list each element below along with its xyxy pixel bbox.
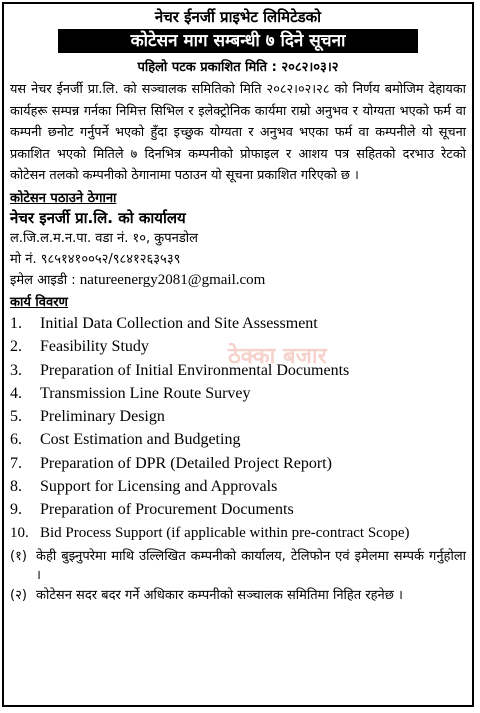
company-name: नेचर ईनर्जी प्राइभेट लिमिटेडको (154, 8, 322, 26)
notice-title-banner: कोटेसन माग सम्बन्धी ७ दिने सूचना (58, 29, 418, 53)
address-heading: कोटेसन पठाउने ठेगाना (10, 190, 117, 206)
email-line (10, 270, 466, 291)
item-number: 7. (10, 454, 22, 472)
item-text: Preliminary Design (40, 408, 165, 426)
office-name: नेचर इनर्जी प्रा.लि. को कार्यालय (10, 208, 186, 227)
list-item (10, 382, 466, 405)
watermark: ठेक्का बजार (228, 344, 327, 369)
item-text: Preparation of Procurement Documents (40, 501, 294, 519)
notice-panel (2, 2, 474, 707)
list-item (10, 428, 466, 451)
list-item (10, 335, 466, 358)
list-item (10, 522, 466, 545)
item-number: 9. (10, 501, 22, 519)
item-text: Cost Estimation and Budgeting (40, 431, 241, 449)
item-number: 8. (10, 478, 22, 496)
item-number: 10. (10, 524, 29, 541)
note-text: कोटेसन सदर बदर गर्ने अधिकार कम्पनीको सञ्चालक समितिमा निहित रहनेछ । (36, 587, 403, 603)
list-item (10, 498, 466, 521)
note-item (10, 586, 466, 606)
item-number: 4. (10, 384, 22, 402)
note-text: केही बुझ्नुपरेमा माथि उल्लिखित कम्पनीको कार्यालय, टेलिफोन एवं इमेलमा सम्पर्क गर्नुहोला । (36, 548, 466, 584)
list-item (10, 359, 466, 382)
phone-numbers: मो नं. ९८५१४१००५२/९८४१२६३५३९ (10, 251, 181, 267)
list-item (10, 405, 466, 428)
item-text: Bid Process Support (if applicable within pre-contract Scope) (40, 524, 410, 541)
list-item (10, 452, 466, 475)
item-text: Preparation of Initial Environmental Documents (40, 361, 350, 379)
work-heading: कार्य विवरण (10, 294, 68, 310)
item-text: Feasibility Study (40, 338, 149, 356)
item-number: 3. (10, 361, 22, 379)
publish-date: पहिलो पटक प्रकाशित मिति : २०८२।०३।२ (137, 60, 339, 75)
work-list (10, 312, 466, 545)
item-text: Transmission Line Route Survey (40, 384, 251, 402)
email-address: natureenergy2081@gmail.com (79, 271, 266, 288)
item-number: 6. (10, 431, 22, 449)
notes-list (10, 547, 466, 606)
item-text: Support for Licensing and Approvals (40, 478, 278, 496)
email-label: इमेल आइडी : (10, 272, 76, 288)
note-number: (२) (10, 587, 27, 603)
list-item (10, 475, 466, 498)
note-number: (१) (10, 548, 27, 564)
item-number: 1. (10, 314, 22, 332)
item-text: Initial Data Collection and Site Assessment (40, 314, 318, 332)
item-number: 2. (10, 338, 22, 356)
note-item (10, 547, 466, 586)
intro-paragraph: यस नेचर ईनर्जी प्रा.लि. को सञ्चालक समितिको मिति २०८२।०२।२८ को निर्णय बमोजिम देहायका कार्यहरू सम्पन्न गर्नका निमित्त सिभिल र इलेक्ट्रोनिक कार्यमा राम्रो अनुभव र योग्यता भएको फर्म वा कम्पनी छनोट गर्नुपर्ने भएको हुँदा इच्छुक योग्यता र अनुभव भएका फर्म वा कम्पनीले यो सूचना प्रकाशित भएको मितिले ७ दिनभित्र कम्पनीको प्रोफाइल र आशय पत्र सहितको दरभाउ रेटको कोटेसन तलको कम्पनीको ठेगानामा पठाउन यो सूचना प्रकाशित गरिएको छ । (10, 82, 466, 184)
list-item (10, 312, 466, 335)
item-text: Preparation of DPR (Detailed Project Report) (40, 454, 332, 472)
item-number: 5. (10, 408, 22, 426)
office-location: ल.जि.ल.म.न.पा. वडा नं. १०, कुपनडोल (10, 230, 198, 246)
